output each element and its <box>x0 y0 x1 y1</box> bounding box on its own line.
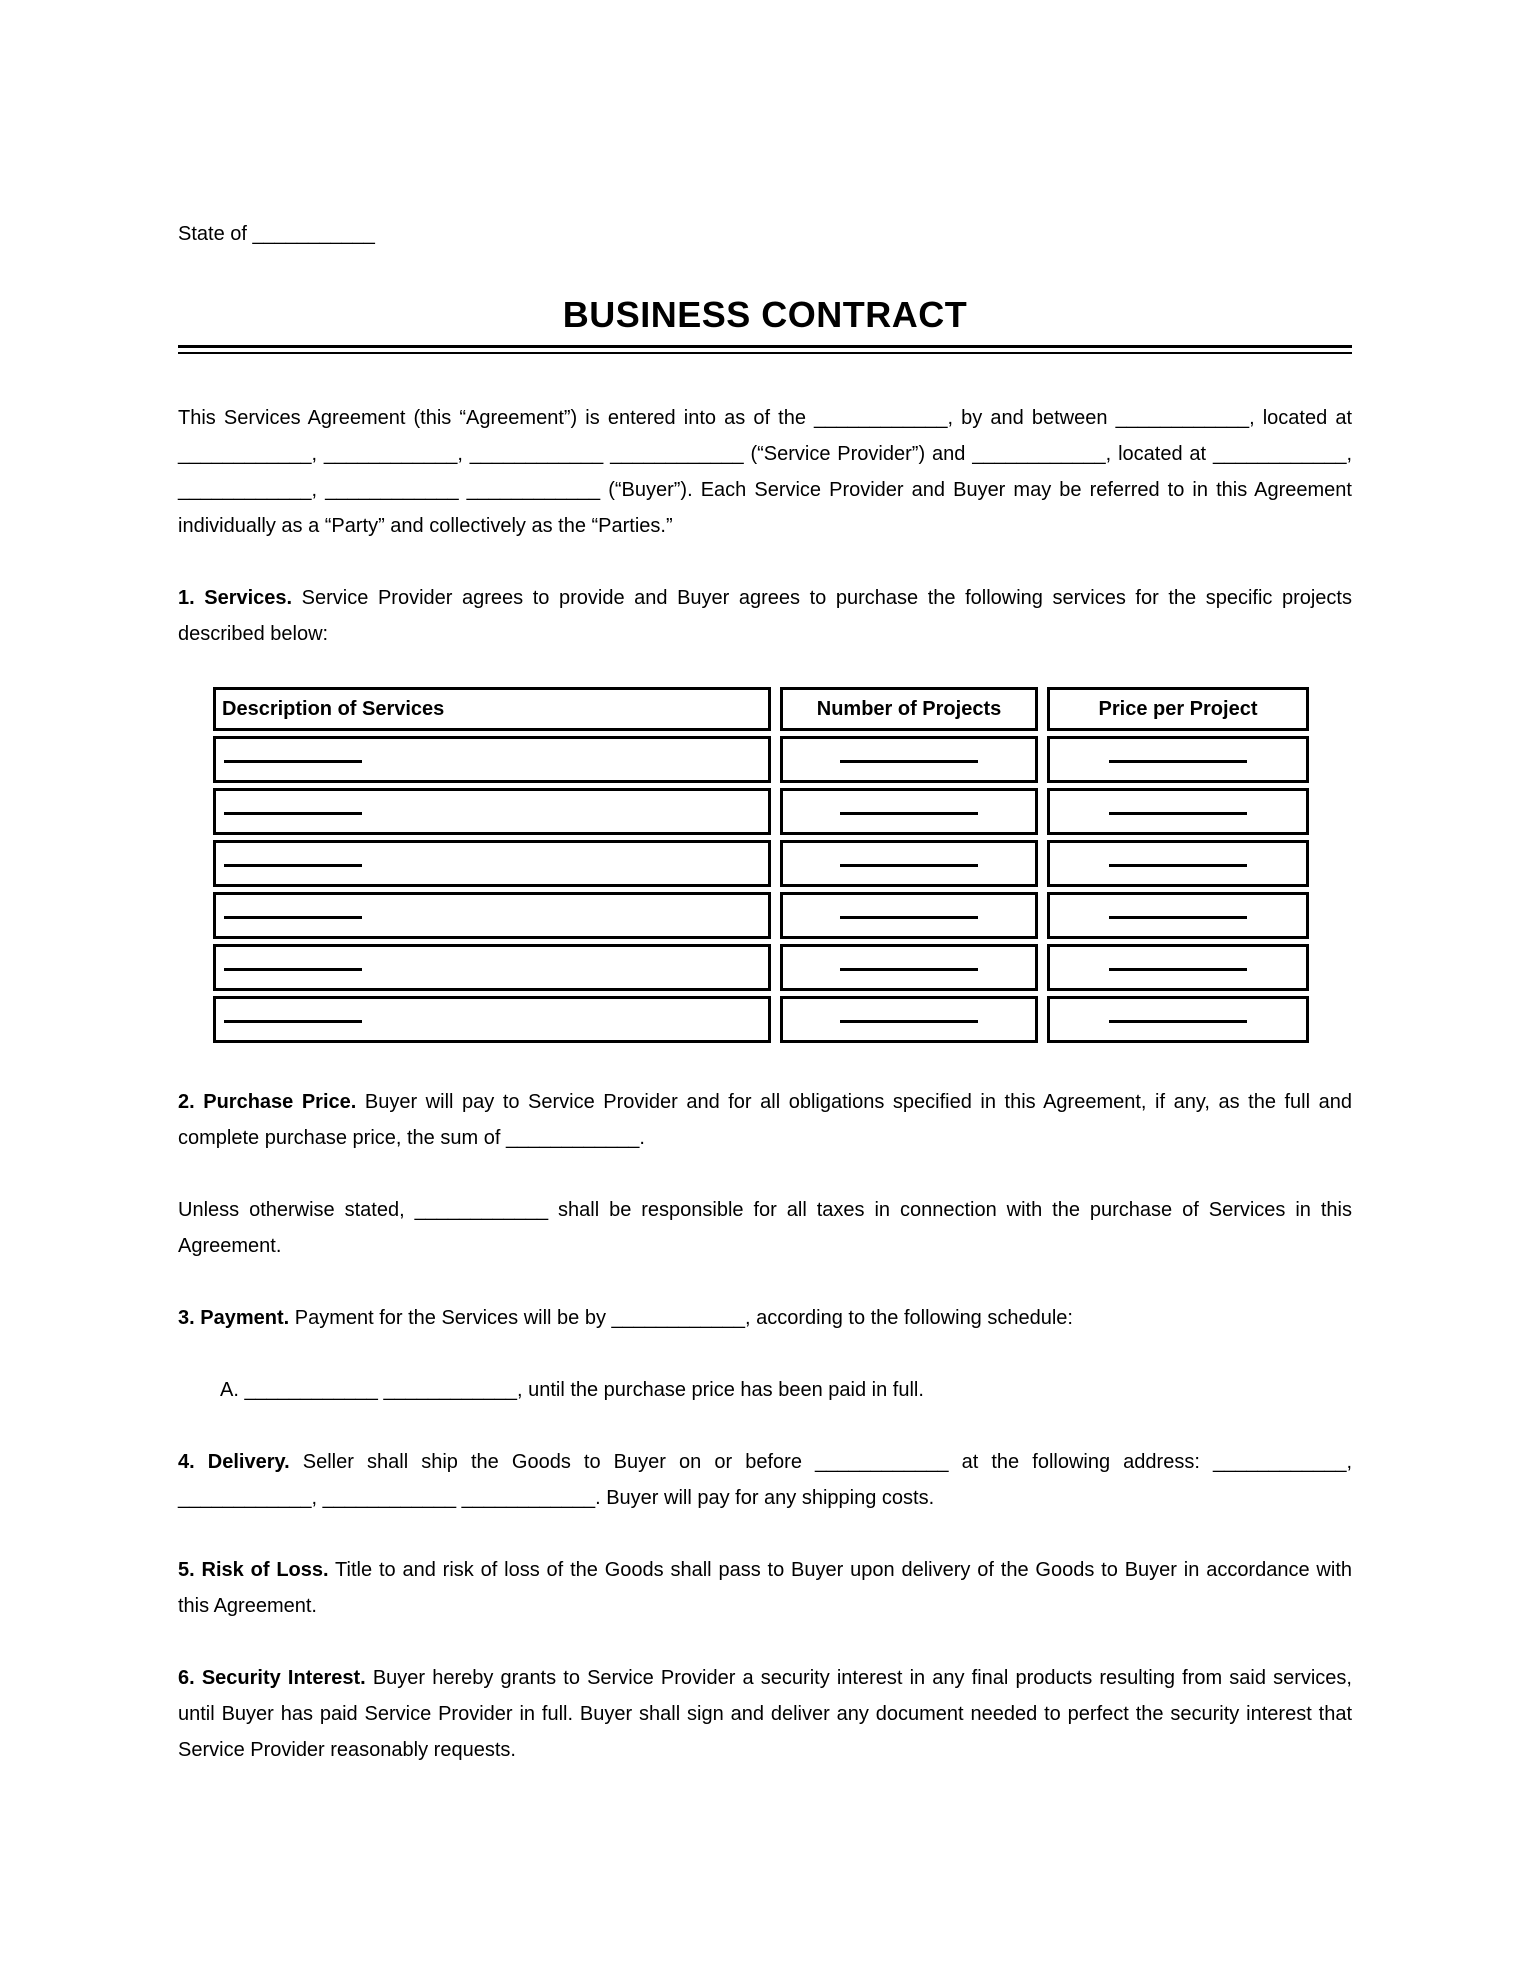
blank-line <box>1109 966 1247 971</box>
section-services-text: Service Provider agrees to provide and Buyer agrees to purchase the following services for the specific projects described below: <box>178 587 1352 645</box>
table-cell-blank-projects <box>780 944 1038 991</box>
payment-schedule-item-a-text: A. ____________ ____________, until the purchase price has been paid in full. <box>220 1379 924 1401</box>
table-header-description: Description of Services <box>213 687 771 731</box>
intro-paragraph: This Services Agreement (this “Agreement”) is entered into as of the ____________, by and between ____________, located at ____________, ____________, ____________ ____________ (“Service Provider”) and ____________, located at ____________, ____________, ____________ ____________ (“Buyer”). Each Service Provider and Buyer may be referred to in this Agreement individually as a “Party” and collectively as the “Parties.” <box>178 407 1352 537</box>
table-cell-blank-description <box>213 892 771 939</box>
section-security-interest <box>178 1660 1352 1768</box>
section-payment <box>178 1300 1352 1336</box>
table-cell-blank-price <box>1047 996 1309 1043</box>
table-row <box>213 736 1309 783</box>
section-risk-of-loss-heading: 5. Risk of Loss. <box>178 1559 329 1581</box>
table-cell-blank-description <box>213 736 771 783</box>
blank-line <box>1109 1018 1247 1023</box>
table-header-projects: Number of Projects <box>780 687 1038 731</box>
state-of-line: State of ___________ <box>178 223 375 245</box>
blank-line <box>1109 758 1247 763</box>
taxes-text: Unless otherwise stated, ____________ shall be responsible for all taxes in connection with the purchase of Services in this Agreement. <box>178 1199 1352 1257</box>
table-cell-blank-projects <box>780 736 1038 783</box>
blank-line <box>224 758 362 763</box>
blank-line <box>840 1018 978 1023</box>
section-purchase-price-text: Buyer will pay to Service Provider and for all obligations specified in this Agreement, if any, as the full and complete purchase price, the sum of ____________. <box>178 1091 1352 1149</box>
table-cell-blank-projects <box>780 996 1038 1043</box>
services-table <box>204 682 1318 1048</box>
table-cell-blank-price <box>1047 944 1309 991</box>
blank-line <box>1109 862 1247 867</box>
blank-line <box>224 966 362 971</box>
table-cell-blank-description <box>213 944 771 991</box>
table-row <box>213 788 1309 835</box>
blank-line <box>224 1018 362 1023</box>
table-row <box>213 892 1309 939</box>
section-risk-of-loss-text: Title to and risk of loss of the Goods shall pass to Buyer upon delivery of the Goods to Buyer in accordance with this Agreement. <box>178 1559 1352 1617</box>
title-divider-rule <box>178 345 1352 354</box>
table-cell-blank-price <box>1047 736 1309 783</box>
document-title: BUSINESS CONTRACT <box>562 294 968 335</box>
blank-line <box>1109 810 1247 815</box>
blank-line <box>1109 914 1247 919</box>
section-payment-heading: 3. Payment. <box>178 1307 290 1329</box>
table-cell-blank-projects <box>780 788 1038 835</box>
section-delivery-heading: 4. Delivery. <box>178 1451 290 1473</box>
table-cell-blank-price <box>1047 840 1309 887</box>
blank-line <box>840 810 978 815</box>
section-security-interest-heading: 6. Security Interest. <box>178 1667 366 1689</box>
table-cell-blank-price <box>1047 892 1309 939</box>
blank-line <box>224 914 362 919</box>
payment-schedule-item-a <box>178 1372 1352 1408</box>
blank-line <box>840 966 978 971</box>
section-delivery <box>178 1444 1352 1516</box>
document-content <box>178 0 1352 1768</box>
table-cell-blank-description <box>213 996 771 1043</box>
section-services-heading: 1. Services. <box>178 587 293 609</box>
table-header-row <box>213 687 1309 731</box>
section-payment-text: Payment for the Services will be by ____________, according to the following schedule: <box>289 1307 1073 1329</box>
table-cell-blank-price <box>1047 788 1309 835</box>
blank-line <box>840 914 978 919</box>
section-purchase-price <box>178 1084 1352 1156</box>
section-purchase-price-heading: 2. Purchase Price. <box>178 1091 357 1113</box>
blank-line <box>840 862 978 867</box>
blank-line <box>224 810 362 815</box>
table-cell-blank-description <box>213 840 771 887</box>
blank-line <box>840 758 978 763</box>
table-cell-blank-projects <box>780 892 1038 939</box>
table-cell-blank-projects <box>780 840 1038 887</box>
table-row <box>213 840 1309 887</box>
table-row <box>213 944 1309 991</box>
section-services <box>178 580 1352 652</box>
section-risk-of-loss <box>178 1552 1352 1624</box>
blank-line <box>224 862 362 867</box>
table-header-price: Price per Project <box>1047 687 1309 731</box>
table-cell-blank-description <box>213 788 771 835</box>
section-security-interest-text: Buyer hereby grants to Service Provider a security interest in any final products resulting from said services, until Buyer has paid Service Provider in full. Buyer shall sign and deliver any document needed to perfect the security interest that Service Provider reasonably requests. <box>178 1667 1352 1761</box>
section-delivery-text: Seller shall ship the Goods to Buyer on or before ____________ at the following address: ____________, ____________, ____________ ____________. Buyer will pay for any shipping costs. <box>178 1451 1353 1509</box>
table-row <box>213 996 1309 1043</box>
taxes-paragraph <box>178 1192 1352 1264</box>
